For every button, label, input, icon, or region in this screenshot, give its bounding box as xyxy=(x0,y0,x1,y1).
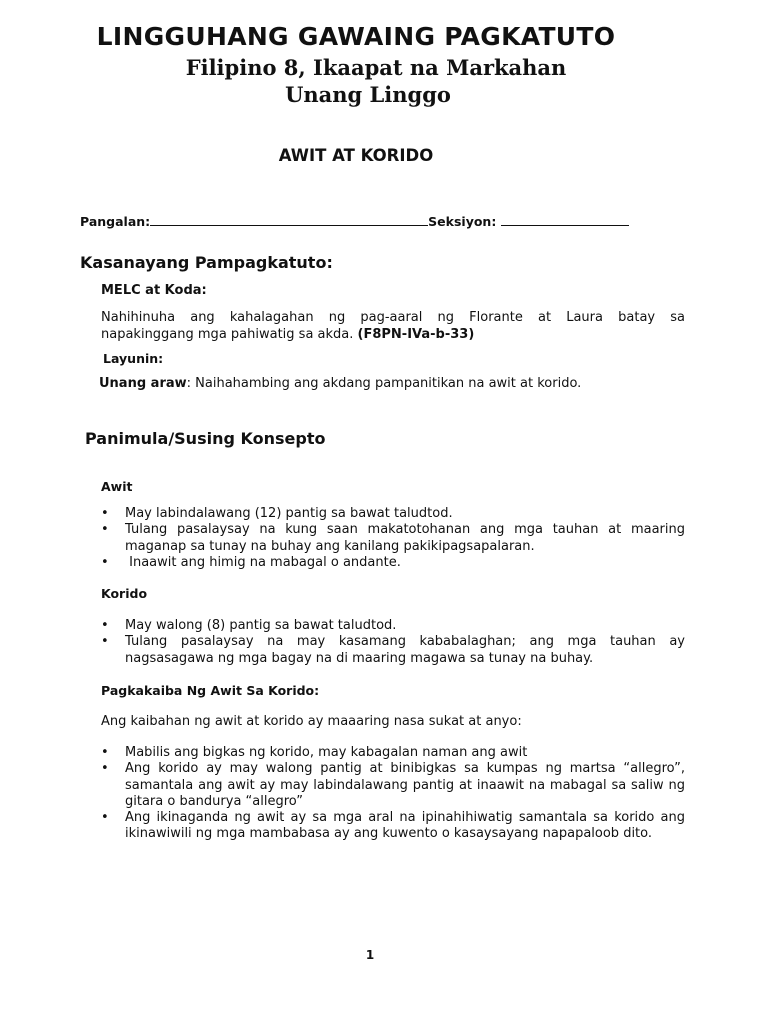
document-title: LINGGUHANG GAWAING PAGKATUTO xyxy=(96,22,616,51)
list-item xyxy=(101,618,685,634)
bullet-icon: • xyxy=(101,634,109,650)
korido-list xyxy=(101,618,685,667)
awit-label: Awit xyxy=(101,479,133,494)
bullet-icon: • xyxy=(101,506,109,521)
list-item-text: Mabilis ang bigkas ng korido, may kabagalan naman ang awit xyxy=(125,745,528,760)
melc-text-line2-text: napakinggang mga pahiwatig sa akda. xyxy=(101,327,354,342)
melc-code: (F8PN-IVa-b-33) xyxy=(357,327,475,342)
topic-heading: AWIT AT KORIDO xyxy=(278,146,434,165)
list-item-text: Tulang pasalaysay na may kasamang kababalaghan; ang mga tauhan ay nagsasagawa ng mga bagay na di maaring magawa sa tunay na buhay. xyxy=(125,634,685,666)
panimula-heading: Panimula/Susing Konsepto xyxy=(85,429,326,448)
list-item xyxy=(101,522,685,555)
melc-description xyxy=(101,309,685,343)
pagkakaiba-list xyxy=(101,745,685,843)
korido-label: Korido xyxy=(101,586,148,601)
unang-araw-label: Unang araw xyxy=(99,376,187,391)
melc-label: MELC at Koda: xyxy=(101,283,207,298)
kasanayan-heading: Kasanayang Pampagkatuto: xyxy=(80,253,333,272)
list-item-text: May labindalawang (12) pantig sa bawat taludtod. xyxy=(125,506,453,521)
pagkakaiba-label: Pagkakaiba Ng Awit Sa Korido: xyxy=(101,683,320,698)
list-item xyxy=(101,745,685,761)
list-item xyxy=(101,761,685,810)
section-label: Seksiyon: xyxy=(428,214,497,229)
list-item-text: Inaawit ang himig na mabagal o andante. xyxy=(125,554,401,570)
name-blank[interactable] xyxy=(150,213,428,226)
awit-list xyxy=(101,506,685,571)
section-blank[interactable] xyxy=(501,213,629,226)
list-item-text: May walong (8) pantig sa bawat taludtod. xyxy=(125,618,397,633)
bullet-icon: • xyxy=(101,554,109,570)
document-subtitle-subject: Filipino 8, Ikaapat na Markahan xyxy=(185,55,567,80)
document-subtitle-week: Unang Linggo xyxy=(285,82,451,107)
page-number: 1 xyxy=(365,948,375,962)
bullet-icon: • xyxy=(101,745,109,760)
list-item xyxy=(101,810,685,843)
bullet-icon: • xyxy=(101,761,109,777)
melc-text-line1: Nahihinuha ang kahalagahan ng pag-aaral ng Florante at Laura batay sa xyxy=(101,310,685,325)
layunin-label: Layunin: xyxy=(103,351,164,366)
unang-araw-objective xyxy=(99,375,581,392)
list-item xyxy=(101,506,685,522)
list-item-text: Ang korido ay may walong pantig at binibigkas sa kumpas ng martsa “allegro”, samantala ang awit ay may labindalawang pantig at inaawit na mabagal sa saliw ng gitara o bandurya “allegro” xyxy=(125,761,685,809)
name-label: Pangalan: xyxy=(80,214,151,229)
melc-text-line2 xyxy=(101,326,685,343)
list-item-text: Ang ikinaganda ng awit ay sa mga aral na ipinahihiwatig samantala sa korido ang ikinawiwili ng mga mambabasa ay ang kuwento o kasaysayang napapaloob dito. xyxy=(125,810,685,842)
list-item xyxy=(101,634,685,667)
student-info-row xyxy=(80,213,680,229)
pagkakaiba-intro: Ang kaibahan ng awit at korido ay maaaring nasa sukat at anyo: xyxy=(101,714,522,729)
bullet-icon: • xyxy=(101,522,109,538)
list-item-text: Tulang pasalaysay na kung saan makatotohanan ang mga tauhan at maaring maganap sa tunay na buhay ang kanilang pakikipagsapalaran. xyxy=(125,522,685,554)
list-item xyxy=(101,555,685,571)
unang-araw-text: : Naihahambing ang akdang pampanitikan na awit at korido. xyxy=(186,376,582,391)
bullet-icon: • xyxy=(101,618,109,633)
bullet-icon: • xyxy=(101,810,109,826)
